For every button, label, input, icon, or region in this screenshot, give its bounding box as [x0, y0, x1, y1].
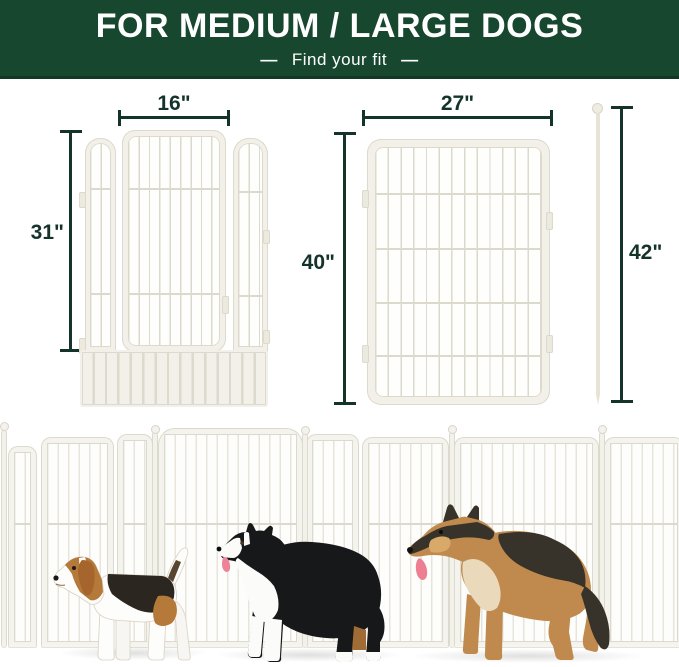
stake-ball-top — [592, 103, 603, 114]
fence-post — [1, 430, 7, 648]
gate-latch — [222, 296, 229, 314]
stake-height-label: 42" — [629, 241, 663, 264]
horizontal-bar — [375, 355, 542, 357]
fence-post-finial — [0, 422, 9, 431]
horizontal-bar — [375, 248, 542, 250]
gate-width-dimension-line — [118, 116, 230, 119]
panel-width-label: 27" — [440, 92, 475, 115]
fence-mesh — [14, 452, 31, 642]
gate-door-mesh — [128, 136, 220, 346]
horizontal-bar — [14, 523, 31, 525]
large-panel-mesh — [375, 147, 542, 397]
horizontal-bar — [90, 293, 111, 295]
horizontal-bar — [47, 523, 108, 525]
horizontal-bar — [128, 188, 220, 190]
gate-connector-tab — [263, 230, 270, 244]
horizontal-bar — [123, 523, 147, 525]
stake-height-dimension-line — [620, 106, 623, 403]
horizontal-bar — [375, 193, 542, 195]
border-collie-image — [208, 518, 404, 667]
beagle-image — [50, 538, 202, 666]
horizontal-bar — [128, 293, 220, 295]
horizontal-bar — [238, 295, 263, 297]
panel-connector-tab — [546, 335, 553, 353]
horizontal-bar — [238, 191, 263, 193]
fence-post-finial — [301, 426, 310, 435]
page-title: FOR MEDIUM / LARGE DOGS — [95, 7, 584, 45]
fence-panel — [8, 446, 37, 648]
large-fence-panel-diagram — [367, 139, 550, 405]
subtitle-text: Find your fit — [291, 50, 388, 69]
gate-height-label: 31" — [30, 221, 64, 244]
header-banner — [0, 0, 679, 79]
fence-post-finial — [598, 425, 607, 434]
ground-stake — [596, 113, 600, 405]
panel-height-dimension-line — [343, 132, 346, 405]
gate-hinge-tab — [79, 192, 86, 208]
panel-width-dimension-line — [362, 116, 553, 119]
panel-connector-tab — [362, 345, 369, 363]
gate-door-panel — [122, 130, 226, 352]
fence-post-finial — [151, 425, 160, 434]
panel-connector-tab — [362, 190, 369, 208]
gate-right-side-panel — [233, 138, 268, 352]
panel-height-label: 40" — [301, 251, 335, 274]
gate-bottom-rail — [80, 350, 268, 407]
horizontal-bar — [375, 302, 542, 304]
gate-width-label: 16" — [157, 92, 191, 115]
panel-connector-tab — [546, 212, 553, 230]
gate-left-side-mesh — [90, 143, 111, 347]
gate-height-dimension-line — [69, 130, 72, 352]
fence-post-finial — [448, 425, 457, 434]
subtitle-dash-right: — — [401, 50, 419, 69]
gate-connector-tab — [263, 330, 270, 344]
gate-left-side-panel — [85, 138, 116, 352]
german-shepherd-image — [403, 498, 648, 667]
page-subtitle — [0, 50, 679, 70]
subtitle-dash-left: — — [260, 50, 278, 69]
horizontal-bar — [90, 188, 111, 190]
gate-right-side-mesh — [238, 143, 263, 347]
